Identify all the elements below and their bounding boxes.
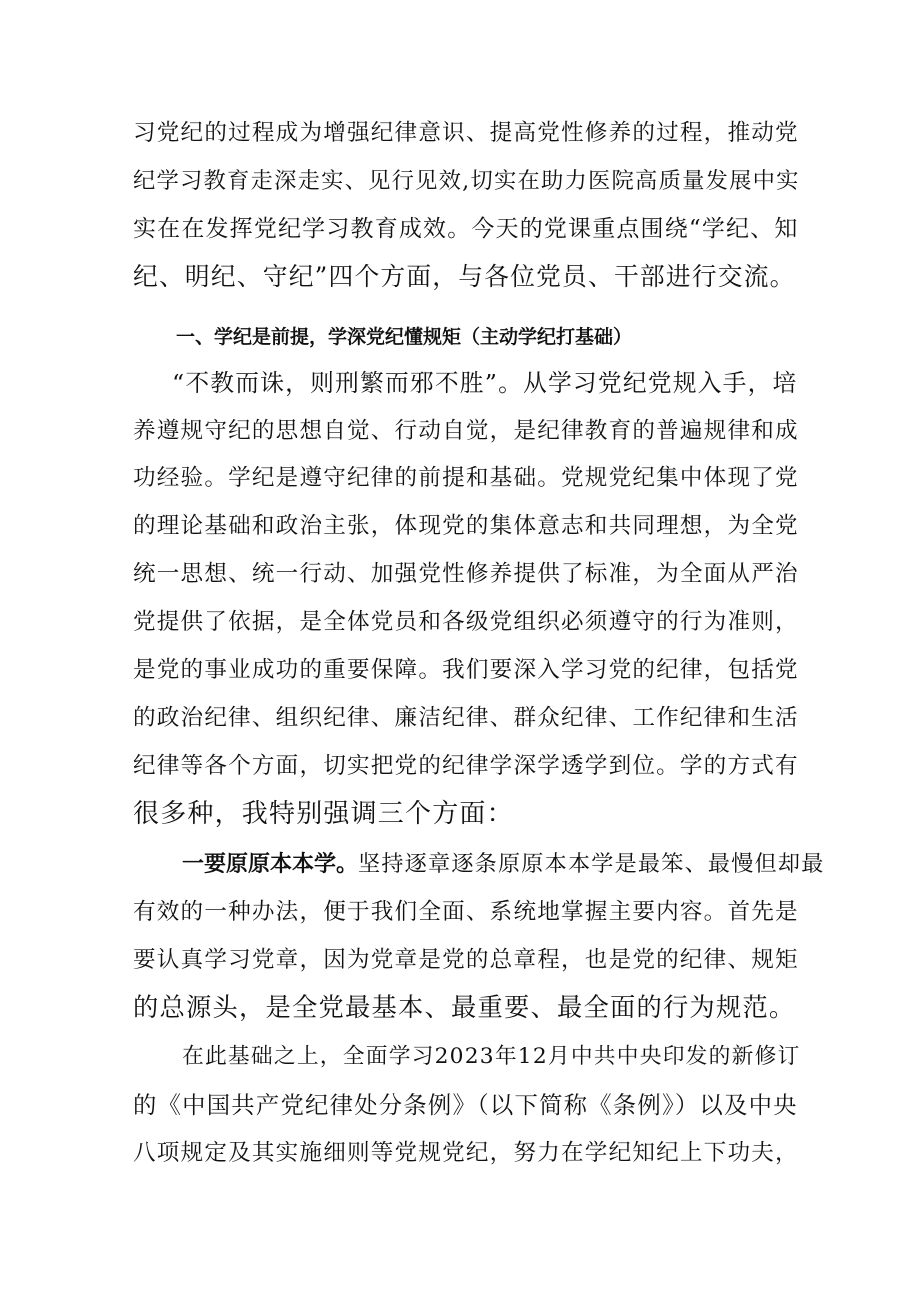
text-line: 纪学习教育走深走实、见行见效,切实在助力医院高质量发展中实 [133,168,800,194]
text-line: 在此基础之上，全面学习2023年12月中共中央印发的新修订 [182,1044,801,1069]
section-heading: 一、学纪是前提，学深党纪懂规矩（主动学纪打基础） [176,326,633,348]
text-line: 是党的事业成功的重要保障。我们要深入学习党的纪律，包括党 [133,657,799,683]
text-line: 功经验。学纪是遵守纪律的前提和基础。党规党纪集中体现了党 [133,465,799,491]
text-segment: 坚持逐章逐条原原本本学是最笨、最慢但却最 [358,851,825,877]
text-line: 纪、明纪、守纪”四个方面，与各位党员、干部进行交流。 [133,262,796,291]
text-line: 很多种，我特别强调三个方面： [133,799,514,829]
text-line: 的总源头，是全党最基本、最重要、最全面的行为规范。 [133,993,796,1022]
text-line: 统一思想、统一行动、加强党性修养提供了标准，为全面从严治 [133,561,799,587]
text-line: 党提供了依据，是全体党员和各级党组织必须遵守的行为准则， [133,609,799,635]
text-line [182,847,825,882]
text-line: 实在在发挥党纪学习教育成效。今天的党课重点围绕“学纪、知 [133,216,799,242]
text-line: 的政治纪律、组织纪律、廉洁纪律、群众纪律、工作纪律和生活 [133,705,799,731]
text-line: 有效的一种办法，便于我们全面、系统地掌握主要内容。首先是 [133,899,799,925]
text-line: 的理论基础和政治主张，体现党的集体意志和共同理想，为全党 [133,513,799,539]
text-line: 八项规定及其实施细则等党规党纪，努力在学纪知纪上下功夫， [133,1140,799,1166]
text-line: 习党纪的过程成为增强纪律意识、提高党性修养的过程，推动党 [133,120,799,146]
text-line: “不教而诛，则刑繁而邪不胜”。从学习党纪党规入手，培 [172,369,798,397]
text-line: 养遵规守纪的思想自觉、行动自觉，是纪律教育的普遍规律和成 [133,418,799,444]
text-line: 纪律等各个方面，切实把党的纪律学深学透学到位。学的方式有 [133,753,799,779]
text-line: 要认真学习党章，因为党章是党的总章程，也是党的纪律、规矩 [133,947,799,973]
emphasis-lead: 一要原原本本学。 [182,852,359,877]
text-line: 的《中国共产党纪律处分条例》（以下简称《条例》）以及中央 [133,1091,798,1119]
